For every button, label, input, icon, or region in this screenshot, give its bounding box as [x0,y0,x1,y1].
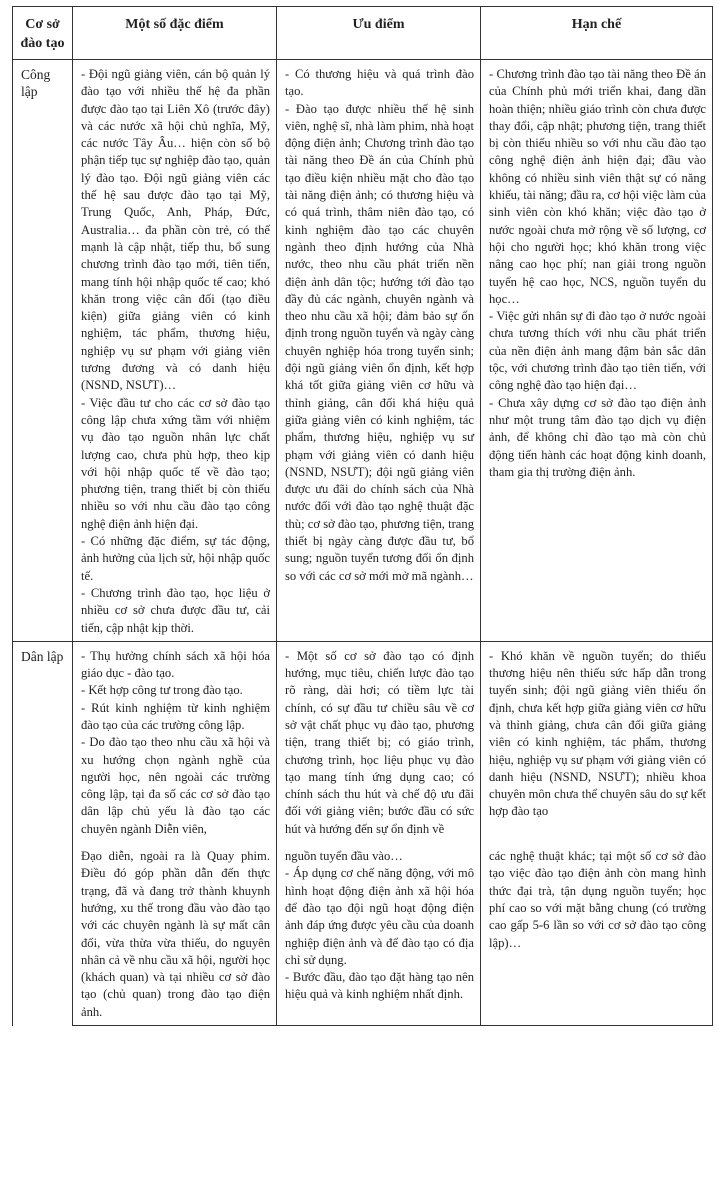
public-features-cell [73,60,277,642]
private-limitation-continued: các nghệ thuật khác; tại một số cơ sở đào tạo việc đào tạo điện ảnh còn mang hình thức đại trà, tận dụng nguồn tuyển; học phí cao so với mặt bằng chung (có trường cao gấp 5-6 lần so với cơ sở đào tạo công lập)… [489,849,706,950]
private-feature-item: - Do đào tạo theo nhu cầu xã hội và xu hướng chọn ngành nghề của người học, nên ngoài các trường công lập, tại đa số các cơ sở đào tạo dân lập chủ yếu là đào tạo các chuyên ngành Diễn viên, [81,735,270,836]
private-feature-item: - Kết hợp công tư trong đào tạo. [81,683,243,698]
private-limitations-cell-b [481,842,713,1025]
private-feature-continued: Đạo diễn, ngoài ra là Quay phim. Điều đó góp phần dẫn đến thực trạng, đã và đang trở thành khuynh hướng, xu thế trong đầu vào đào tạo với các chuyên ngành là sự mất cân đối, vừa thừa vừa thiếu, do nguyên nhân cả về nhu cầu xã hội, người học (khách quan) và tại nhiều cơ sở đào tạo (chủ quan) trong đào tạo điện ảnh. [81,849,270,1019]
private-strengths-cell-a [277,641,481,842]
training-institutions-table [12,6,713,1026]
table-row-private [13,641,713,842]
table-row-public [13,60,713,642]
header-institution-type: Cơ sở đào tạo [13,7,73,60]
private-limitation-item: - Khó khăn về nguồn tuyển; do thiếu thương hiệu nên thiếu sức hấp dẫn trong tuyển sinh; đội ngũ giảng viên thiếu ổn định, chưa kết hợp giữa giảng viên cơ hữu và thỉnh giảng, chưa cân đối giữa giảng viên có kinh nghiệm, tác phẩm, thương hiệu, nghiệp vụ sư phạm với giảng viên có danh hiệu (NSND, NSƯT); nhiều khoa chuyên môn chưa thể chuyên sâu do sự kết hợp đào tạo [489,648,706,819]
private-features-cell-a [73,641,277,842]
private-strength-item: - Áp dụng cơ chế năng động, với mô hình hoạt động điện ảnh xã hội hóa để đào tạo đội ngũ hoạt động điện ảnh đáp ứng được yêu cầu của doanh nghiệp điện ảnh và để đào tạo có địa chỉ sử dụng. [285,866,474,967]
private-features-cell-b [73,842,277,1025]
public-limitation-item: - Chương trình đào tạo tài năng theo Đề án của Chính phủ mới triển khai, đang dần hoàn thiện; nhiều giáo trình còn chưa được thay đổi, cập nhật; phương tiện, trang thiết bị còn thiếu nhiều so với nhu cầu đào tạo công nghệ điện ảnh hiện đại; đầu vào không có nhiều sinh viên thật sự có năng khiếu, tài năng; đầu ra, cơ hội việc làm của sinh viên còn khó khăn; việc đào tạo ở nước ngoài chưa mở rộng về số lượng, cơ hội cho người học; khó khăn trong việc nâng cao học phí; nan giải trong nguồn tuyển hệ cao học, NCS, nguồn tuyển du học… [489,67,706,306]
table-row-private-continued [13,842,713,1025]
header-features: Một số đặc điểm [73,7,277,60]
public-limitations-cell [481,60,713,642]
row-type-public: Công lập [13,60,73,642]
comparison-table-page [12,6,712,1026]
public-feature-item: - Việc đầu tư cho các cơ sở đào tạo công lập chưa xứng tầm với nhiệm vụ đào tạo nguồn nhân lực chất lượng cao, chưa phù hợp, theo kịp với hội nhập quốc tế về đào tạo; phương tiện, trang thiết bị còn thiếu nhiều so với nhu cầu đào tạo công nghệ điện ảnh hiện đại. [81,395,270,531]
private-strength-item: nguồn tuyển đầu vào… [285,849,403,864]
public-limitation-item: - Việc gửi nhân sự đi đào tạo ở nước ngoài chưa tương thích với nhu cầu phát triển của nền điện ảnh mang đậm bản sắc dân tộc, với chương trình đào tạo tiên tiến, với công nghệ đào tạo hiện đại… [489,309,706,393]
public-strength-item: - Đào tạo được nhiều thế hệ sinh viên, nghệ sĩ, nhà làm phim, nhà hoạt động điện ảnh; Chương trình đào tạo tài năng theo Đề án của Chính phủ tạo điều kiện nhiều mặt cho đào tạo tài năng điện ảnh; có thương hiệu và có quá trình, thâm niên đào tạo, có kinh nghiệm đào tạo các chuyên ngành theo định hướng của Nhà nước, theo nhu cầu phát triển nền điện ảnh dân tộc; hướng tới đào tạo đầy đủ các ngành, chuyên ngành và theo nhu cầu xã hội; đảm bảo sự ổn định trong nguồn tuyển và ngày càng chuyên nghiệp hóa trong tuyển sinh; đội ngũ giảng viên ổn định, kết hợp khá tốt giữa giảng viên cơ hữu và thỉnh giảng, cân đối khá hiệu quả giữa giảng viên có kinh nghiệm, tác phẩm, thương hiệu, nghiệp vụ sư phạm với giảng viên có danh hiệu (NSND, NSƯT); đội ngũ giảng viên được ưu đãi do chính sách của Nhà nước đối với đào tạo nghệ thuật đặc thù; cơ sở đào tạo, phương tiện, trang thiết bị ngày càng được đầu tư, bổ sung; nguồn tuyển tương đối ổn định so với các cơ sở mới mở mã ngành… [285,101,474,583]
public-feature-item: - Đội ngũ giảng viên, cán bộ quản lý đào tạo với nhiều thế hệ đa phần được đào tạo tại Liên Xô (trước đây) và các nước xã hội chủ nghĩa, Mỹ, các nước Tây Âu… hiện còn số bộ phận tiếp tục sự nghiệp đào tạo, quản lý đào tạo. Đội ngũ giảng viên các thế hệ sau được đào tạo tại Mỹ, Trung Quốc, Anh, Pháp, Đức, Australia… đa phần còn trẻ, có thế mạnh là cập nhật, tiếp thu, bổ sung chương trình đào tạo mới, tiên tiến, mang tính hội nhập quốc tế cao; khó khăn trong việc cân đối (tạo điều kiện) giữa giảng viên có kinh nghiệm, tác phẩm, thương hiệu, nghiệp vụ sư phạm với giảng viên tương đương và có danh hiệu (NSND, NSƯT)… [81,67,270,393]
private-feature-item: - Thụ hưởng chính sách xã hội hóa giáo dục - đào tạo. [81,648,270,681]
public-limitation-item: - Chưa xây dựng cơ sở đào tạo điện ảnh như một trung tâm đào tạo dịch vụ điện ảnh, để không chỉ đào tạo mà còn chủ động tiến hành các hoạt động kinh doanh, tham gia thị trường điện ảnh. [489,395,706,479]
private-limitations-cell-a [481,641,713,842]
private-feature-item: - Rút kinh nghiệm từ kinh nghiệm đào tạo của các trường công lập. [81,700,270,732]
private-strengths-cell-b [277,842,481,1025]
row-type-private: Dân lập [13,641,73,1025]
private-strength-item: - Một số cơ sở đào tạo có định hướng, mục tiêu, chiến lược đào tạo rõ ràng, dài hơi; có tiềm lực tài chính, có sự đầu tư chiều sâu về cơ sở vật chất phục vụ đào tạo, phương tiện, trang thiết bị; có giáo trình, chương trình, học liệu phục vụ đào tạo mang tính ứng dụng cao; có chính sách thu hút và chế độ ưu đãi đối với giảng viên; bước đầu có sức hút và hướng đến sự ổn định về [285,648,474,836]
private-strength-item: - Bước đầu, đào tạo đặt hàng tạo nên hiệu quả và kinh nghiệm nhất định. [285,970,474,1002]
table-header-row [13,7,713,60]
public-feature-item: - Chương trình đào tạo, học liệu ở nhiều cơ sở chưa được đầu tư, cải tiến, cập nhật kịp thời. [81,585,270,635]
public-feature-item: - Có những đặc điểm, sự tác động, ảnh hưởng của lịch sử, hội nhập quốc tế. [81,534,270,583]
header-strengths: Ưu điểm [277,7,481,60]
public-strengths-cell [277,60,481,642]
header-limitations: Hạn chế [481,7,713,60]
public-strength-item: - Có thương hiệu và quá trình đào tạo. [285,67,474,99]
